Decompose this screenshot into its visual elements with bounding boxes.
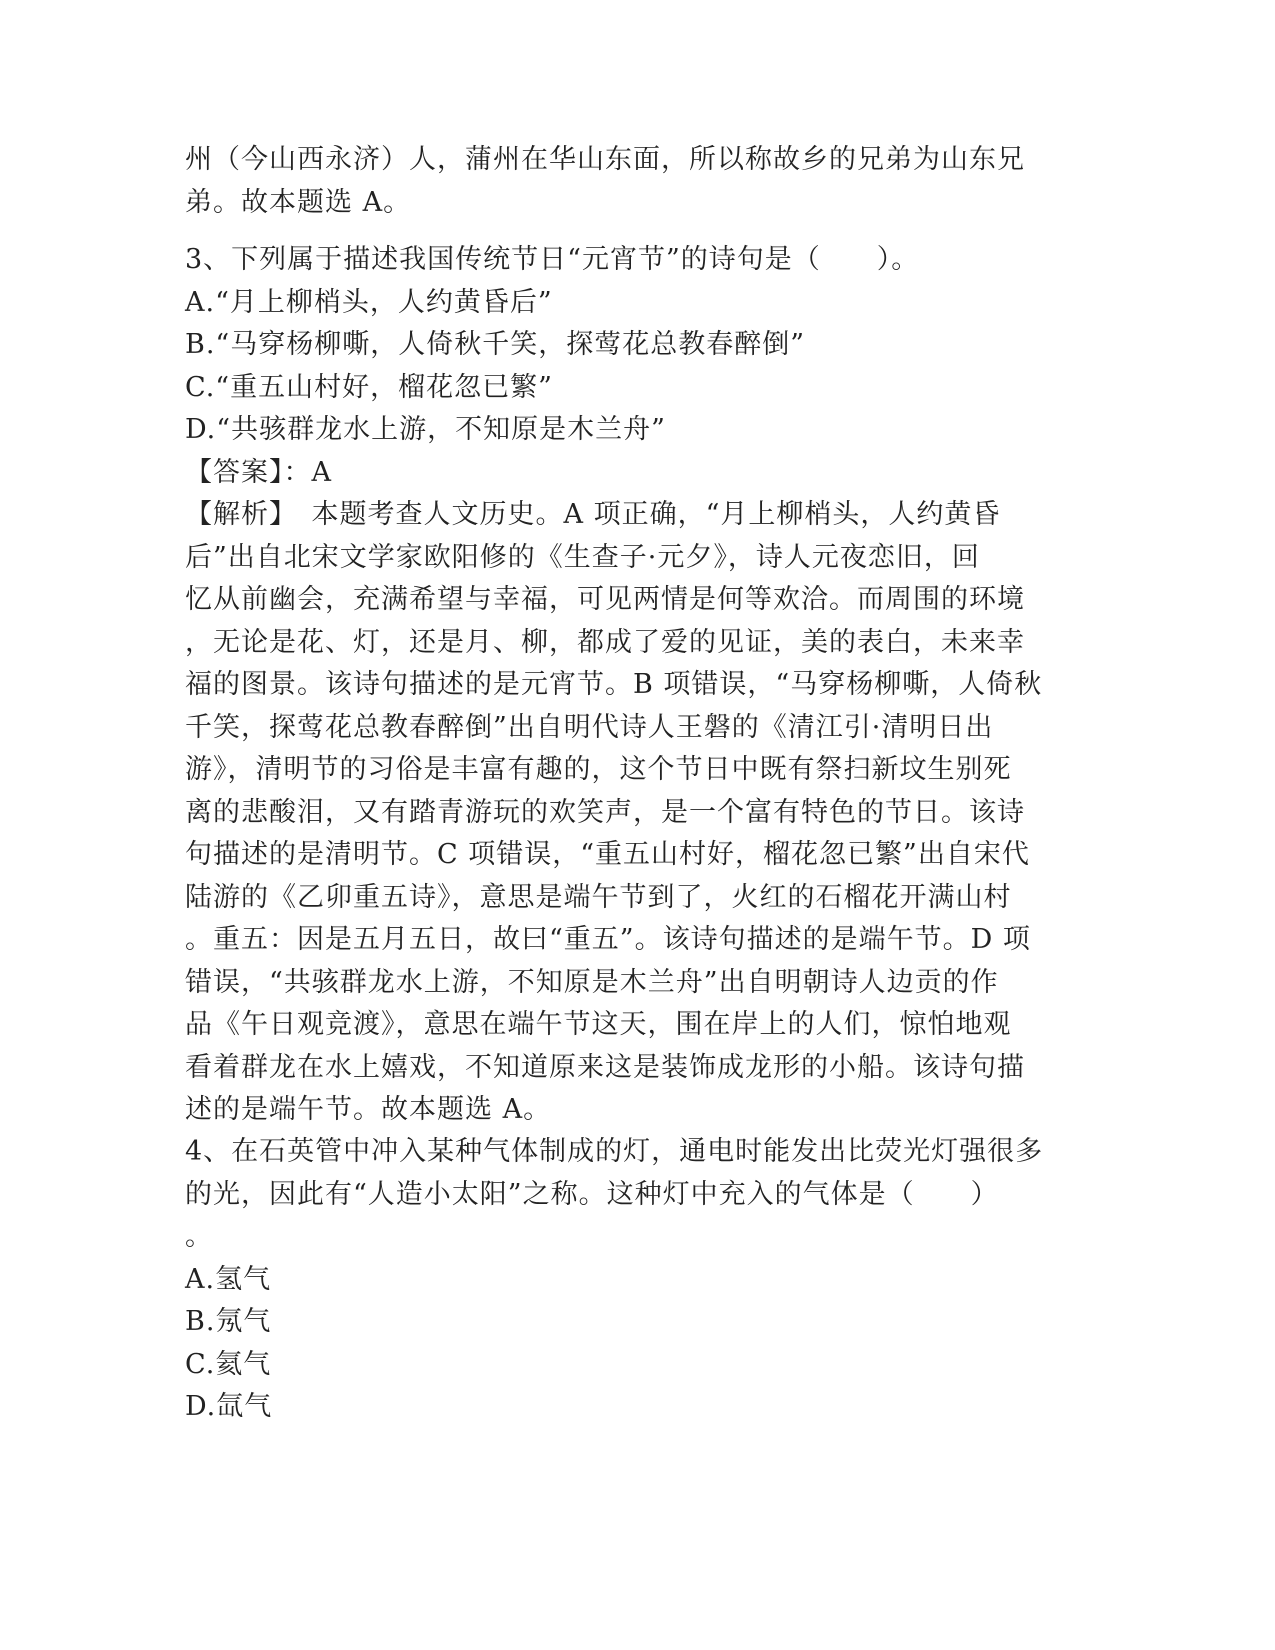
analysis-line: ，无论是花、灯，还是月、柳，都成了爱的见证，美的表白，未来幸 [185, 626, 1025, 658]
analysis-line: 后”出自北宋文学家欧阳修的《生查子·元夕》，诗人元夜恋旧，回 [185, 541, 980, 573]
analysis-line: 【解析】 本题考查人文历史。A 项正确，“月上柳梢头，人约黄昏 [185, 499, 1001, 530]
analysis-line: 品《午日观竞渡》，意思在端午节这天，围在岸上的人们，惊怕地观 [185, 1009, 1012, 1040]
question-stem: 4、在石英管中冲入某种气体制成的灯，通电时能发出比荧光灯强很多 [185, 1136, 1044, 1167]
question-3 [185, 239, 1085, 1132]
analysis-line: 千笑，探莺花总教春醉倒”出自明代诗人王磐的《清江引·清明日出 [185, 711, 994, 743]
question-4 [185, 1131, 1085, 1429]
option-a: A.氢气 [185, 1263, 272, 1295]
option-d: D.“共骇群龙水上游，不知原是木兰舟” [185, 414, 666, 445]
previous-analysis-continuation [185, 139, 1085, 224]
analysis-line: 错误，“共骇群龙水上游，不知原是木兰舟”出自明朝诗人边贡的作 [185, 966, 999, 998]
analysis-line: 福的图景。该诗句描述的是元宵节。B 项错误，“马穿杨柳嘶，人倚秋 [185, 669, 1043, 700]
analysis-line: 离的悲酸泪，又有踏青游玩的欢笑声，是一个富有特色的节日。该诗 [185, 796, 1025, 828]
option-c: C.“重五山村好，榴花忽已繁” [185, 371, 553, 403]
option-b: B.氖气 [185, 1306, 272, 1337]
text-line: 弟。故本题选 A。 [185, 186, 412, 218]
question-stem: 3、下列属于描述我国传统节日“元宵节”的诗句是（ ）。 [185, 244, 920, 275]
analysis-line: 陆游的《乙卯重五诗》，意思是端午节到了，火红的石榴花开满山村 [185, 881, 1012, 913]
analysis-line: 游》，清明节的习俗是丰富有趣的，这个节日中既有祭扫新坟生别死 [185, 754, 1012, 785]
analysis-line: 句描述的是清明节。C 项错误，“重五山村好，榴花忽已繁”出自宋代 [185, 839, 1030, 870]
option-c: C.氦气 [185, 1348, 272, 1380]
option-d: D.氙气 [185, 1391, 273, 1422]
question-stem: 的光，因此有“人造小太阳”之称。这种灯中充入的气体是（ ） [185, 1178, 999, 1210]
text-line: 州（今山西永济）人，蒲州在华山东面，所以称故乡的兄弟为山东兄 [185, 144, 1025, 175]
analysis-line: 看着群龙在水上嬉戏，不知道原来这是装饰成龙形的小船。该诗句描 [185, 1051, 1025, 1083]
option-a: A.“月上柳梢头，人约黄昏后” [185, 286, 553, 318]
analysis-line: 忆从前幽会，充满希望与幸福，可见两情是何等欢洽。而周围的环境 [185, 584, 1025, 615]
analysis-line: 。重五：因是五月五日，故曰“重五”。该诗句描述的是端午节。D 项 [185, 924, 1031, 955]
question-stem: 。 [185, 1221, 213, 1252]
answer-line: 【答案】：A [185, 456, 332, 488]
option-b: B.“马穿杨柳嘶，人倚秋千笑，探莺花总教春醉倒” [185, 329, 806, 360]
analysis-line: 述的是端午节。故本题选 A。 [185, 1094, 552, 1125]
